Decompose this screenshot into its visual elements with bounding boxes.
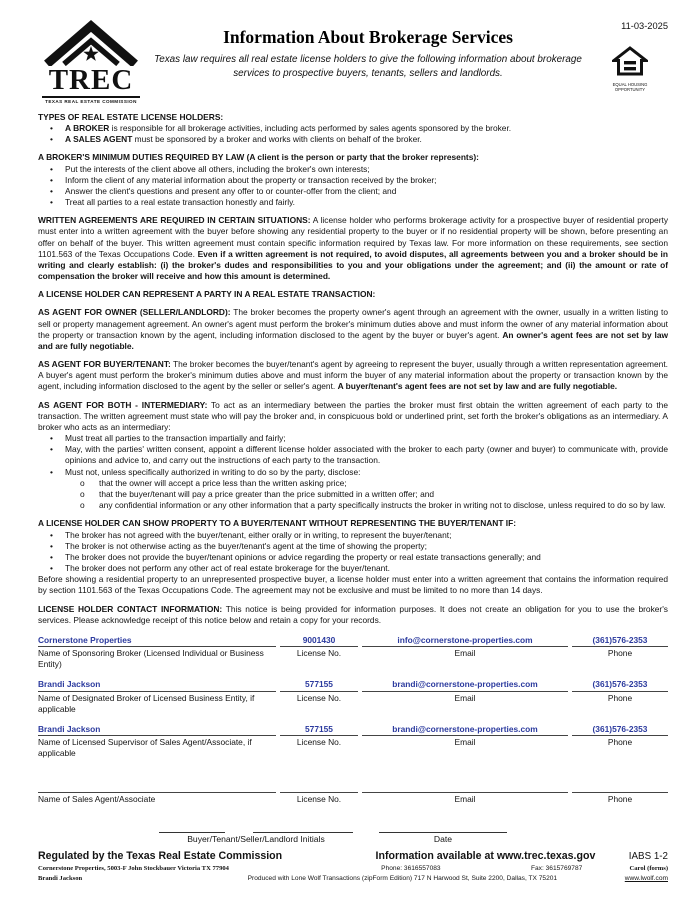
bullet-icon: • [50, 444, 53, 455]
list-item [38, 444, 668, 466]
section-contact-info [38, 604, 668, 806]
intermediary-sub-bullet: any confidential information or any other information that a party specifically instructs the broker in writing not to disclose, unless required to do so by law. [99, 500, 666, 511]
header-right [592, 20, 668, 94]
form-date: 11-03-2025 [621, 21, 668, 31]
sales-agent-name-value [38, 781, 276, 793]
bullet-icon: • [50, 123, 53, 133]
bullet-icon: • [50, 433, 53, 444]
page-title: Information About Brokerage Services [223, 27, 513, 47]
trec-roof-star-icon [41, 20, 141, 66]
sub-list-item [38, 500, 668, 511]
form-code: IABS 1-2 [628, 851, 668, 863]
bullet-icon: • [50, 551, 53, 562]
designated-license-value: 577155 [280, 679, 358, 691]
contact-heading: LICENSE HOLDER CONTACT INFORMATION: [38, 603, 223, 614]
sub-list-item [38, 489, 668, 500]
intermediary-text: To act as an intermediary between the parties the broker must first obtain the written agreement of each party to the transaction. The written agreement must state who will pay the broker and, in conspicuous bold or underlined print, set forth the broker's obligations as an intermediary. A broker who acts as an intermediary: [38, 399, 668, 432]
page-subtitle: Texas law requires all real estate license holders to give the following information about brokerage services to prospective buyers, tenants, sellers and landlords. [154, 54, 582, 80]
list-item [38, 467, 668, 478]
regulated-by-text: Regulated by the Texas Real Estate Commission [38, 850, 283, 863]
list-item [38, 134, 668, 145]
date-group [379, 822, 507, 845]
intermediary-heading: AS AGENT FOR BOTH - INTERMEDIARY: [38, 399, 208, 410]
section-agent-owner [38, 307, 668, 352]
sales-agent-name-label: Name of Sales Agent/Associate [38, 794, 156, 805]
contact-text: This notice is being provided for information purposes. It does not create an obligation for you to use the broker's services. Please acknowledge receipt of this notice below and retain a copy for your records. [38, 603, 668, 625]
contact-row-sales-agent [38, 781, 668, 805]
types-bullet-text: must be sponsored by a broker and works with clients on behalf of the broker. [132, 134, 422, 145]
email-label: Email [454, 692, 476, 703]
duties-bullet: Inform the client of any material information about the property or transaction received by the broker; [65, 174, 437, 185]
designated-name-value: Brandi Jackson [38, 679, 276, 691]
section-agent-buyer [38, 359, 668, 393]
bullet-icon: • [50, 174, 53, 185]
email-label: Email [454, 648, 476, 659]
email-label: Email [454, 794, 476, 805]
initials-line-1 [159, 822, 225, 833]
broker-name-value: Cornerstone Properties [38, 635, 276, 647]
bullet-icon: • [50, 540, 53, 551]
sub-bullet-icon: o [80, 488, 85, 499]
types-bullet-bold: A SALES AGENT [65, 134, 133, 145]
designated-phone-value: (361)576-2353 [572, 679, 668, 691]
owner-paragraph [38, 307, 668, 352]
section-intermediary [38, 400, 668, 512]
email-label: Email [454, 737, 476, 748]
show-bullet: The broker is not otherwise acting as the buyer/tenant's agent at the time of showing the property; [65, 540, 427, 551]
bullet-icon: • [50, 185, 53, 196]
intermediary-sub-bullet: that the buyer/tenant will pay a price greater than the price submitted in a written offer; and [99, 488, 435, 499]
license-label: License No. [296, 794, 342, 805]
supervisor-name-value: Brandi Jackson [38, 724, 276, 736]
broker-license-value: 9001430 [280, 635, 358, 647]
designated-name-label: Name of Designated Broker of Licensed Business Entity, if applicable [38, 692, 255, 714]
show-after-text: Before showing a residential property to an unrepresented prospective buyer, a license holder must enter into a written agreement that contains the information required by section 1101.563 of the Texas Occupations Code. The agreement may not be exclusive and must be limited to no more than 14 days. [38, 574, 668, 596]
broker-phone-value: (361)576-2353 [572, 635, 668, 647]
phone-label: Phone [607, 648, 633, 659]
sub-bullet-icon: o [80, 500, 85, 511]
duties-bullet: Answer the client's questions and present any offer to or counter-offer from the client; and [65, 185, 397, 196]
office-address: Cornerstone Properties, 5003-F John Stockbauer Victoria TX 77904 [38, 865, 229, 873]
sub-list-item [38, 478, 668, 489]
info-available-text: Information available at www.trec.texas.gov [375, 850, 596, 863]
date-label: Date [433, 833, 453, 844]
show-bullet: The broker does not provide the buyer/tenant opinions or advice regarding the property or real estate transactions generally; and [65, 551, 541, 562]
intermediary-bullet: Must not, unless specifically authorized in writing to do so by the party, disclose: [65, 466, 361, 477]
broker-email-value: info@cornerstone-properties.com [362, 635, 568, 647]
supervisor-email-value: brandi@cornerstone-properties.com [362, 724, 568, 736]
footer-row-1 [38, 849, 668, 863]
contact-paragraph [38, 604, 668, 626]
office-phone: Phone: 3616557083 [381, 865, 441, 873]
list-item [38, 530, 668, 541]
contact-row-supervisor [38, 724, 668, 760]
header [38, 20, 668, 105]
buyer-text: The broker becomes the buyer/tenant's agent by agreeing to represent the buyer, usually through a written representation agreement. A buyer's agent must perform the broker's minimum duties above and must inform the buyer of any material information about the property or transaction known by the agent, including information disclosed to the agent by the seller or seller's agent. [38, 359, 668, 392]
show-heading: A LICENSE HOLDER CAN SHOW PROPERTY TO A BUYER/TENANT WITHOUT REPRESENTING THE BUYER/TENANT IF: [38, 518, 517, 529]
supervisor-license-value: 577155 [280, 724, 358, 736]
owner-bold-text: An owner's agent fees are not set by law and are fully negotiable. [38, 329, 668, 351]
owner-heading: AS AGENT FOR OWNER (SELLER/LANDLORD): [38, 307, 231, 318]
buyer-bold-text: A buyer/tenant's agent fees are not set by law and are fully negotiable. [337, 381, 618, 392]
supervisor-name-label: Name of Licensed Supervisor of Sales Agent/Associate, if applicable [38, 737, 252, 759]
office-fax: Fax: 3615769787 [530, 865, 583, 873]
list-item [38, 123, 668, 134]
phone-label: Phone [607, 737, 633, 748]
supervisor-phone-value: (361)576-2353 [572, 724, 668, 736]
footer-row-3 [38, 875, 668, 884]
equal-housing-house-icon [612, 46, 648, 78]
designated-email-value: brandi@cornerstone-properties.com [362, 679, 568, 691]
list-item [38, 197, 668, 208]
equal-housing-caption-2: OPPORTUNITY [614, 86, 646, 92]
written-bold-text: Even if a written agreement is not required, to avoid disputes, all agreements between you and a broker should be in writing and clearly establish: (i) the broker's dudes and responsibilities to you and your obligations under the agreement; and (ii) the amount or rate of compensation the broker will receive and how this amount is determined. [38, 248, 668, 282]
bullet-icon: • [50, 134, 53, 145]
trec-rule [42, 96, 140, 98]
equal-housing-caption-1: EQUAL HOUSING [612, 81, 648, 87]
bullet-icon: • [50, 563, 53, 574]
prepared-by: Carol (forms) [629, 865, 669, 873]
bullet-icon: • [50, 466, 53, 477]
intermediary-bullet: Must treat all parties to the transaction impartially and fairly; [65, 433, 286, 444]
duties-bullet: Treat all parties to a real estate transaction honestly and fairly. [65, 197, 295, 208]
intermediary-bullet: May, with the parties' written consent, appoint a different license holder associated with the broker to each party (owner and buyer) to communicate with, provide opinions and advice to, and carry out the instructions of each party to the transaction. [65, 444, 668, 466]
types-heading: TYPES OF REAL ESTATE LICENSE HOLDERS: [38, 111, 224, 122]
signature-area [0, 822, 668, 845]
buyer-heading: AS AGENT FOR BUYER/TENANT: [38, 359, 171, 370]
trec-caption: TEXAS REAL ESTATE COMMISSION [45, 98, 137, 104]
contact-row-sponsoring-broker [38, 635, 668, 671]
intermediary-sub-bullet: that the owner will accept a price less than the written asking price; [99, 477, 347, 488]
initials-line-2 [253, 822, 353, 833]
list-item [38, 175, 668, 186]
date-line [379, 822, 507, 833]
bullet-icon: • [50, 529, 53, 540]
bullet-icon: • [50, 197, 53, 208]
initials-group [159, 822, 353, 845]
section-duties [38, 152, 668, 208]
show-bullet: The broker has not agreed with the buyer/tenant, either orally or in writing, to represent the buyer/tenant; [65, 529, 452, 540]
equal-housing-logo [612, 46, 648, 92]
sales-agent-license-value [280, 781, 358, 793]
footer-row-2 [38, 865, 668, 874]
phone-label: Phone [607, 794, 633, 805]
section-written-agreements [38, 215, 668, 282]
represent-heading: A LICENSE HOLDER CAN REPRESENT A PARTY IN A REAL ESTATE TRANSACTION: [38, 289, 376, 300]
list-item [38, 563, 668, 574]
types-bullet-text: is responsible for all brokerage activities, including acts performed by sales agents sponsored by the broker. [109, 123, 512, 133]
produced-with-text: Produced with Lone Wolf Transactions (zipForm Edition) 717 N Harwood St, Suite 2200, Dallas, TX 75201 [247, 874, 558, 882]
sales-agent-email-value [362, 781, 568, 793]
section-types [38, 112, 668, 146]
list-item [38, 541, 668, 552]
trec-logo [38, 20, 144, 105]
license-label: License No. [296, 737, 342, 748]
phone-label: Phone [607, 692, 633, 703]
license-label: License No. [296, 692, 342, 703]
list-item [38, 186, 668, 197]
bullet-icon: • [50, 163, 53, 174]
broker-name-label: Name of Sponsoring Broker (Licensed Individual or Business Entity) [38, 648, 264, 670]
written-text: A license holder who performs brokerage activity for a prospective buyer of residential property must enter into a written agreement with the buyer before showing any residential property to the buyer or if no residential property will be shown, before presenting an offer on behalf of the buyer. This written agreement must contain specific information required by Texas law. For more information on these requirements, see section 1101.563 of the Texas Occupations Code. [38, 215, 669, 259]
trec-wordmark: TREC [48, 64, 134, 97]
list-item [38, 552, 668, 563]
list-item [38, 164, 668, 175]
contact-row-designated-broker [38, 679, 668, 715]
written-heading: WRITTEN AGREEMENTS ARE REQUIRED IN CERTAIN SITUATIONS: [38, 215, 311, 226]
buyer-paragraph [38, 359, 668, 393]
show-bullet: The broker does not perform any other act of real estate brokerage for the buyer/tenant. [65, 563, 390, 574]
sub-bullet-icon: o [80, 477, 85, 488]
section-represent [38, 289, 668, 300]
duties-bullet: Put the interests of the client above all others, including the broker's own interests; [65, 163, 370, 174]
sales-agent-phone-value [572, 781, 668, 793]
section-show-property [38, 518, 668, 596]
initials-label: Buyer/Tenant/Seller/Landlord Initials [187, 833, 325, 844]
license-label: License No. [296, 648, 342, 659]
list-item [38, 433, 668, 444]
lwolf-link: www.lwolf.com [624, 874, 668, 882]
title-block [144, 20, 592, 81]
owner-text: The broker becomes the property owner's agent through an agreement with the owner, usually in a written listing to sell or property management agreement. An owner's agent must perform the broker's minimum duties above and must inform the owner of any material information about the property or transaction known by the agent, including information disclosed to the agent by the buyer or buyer's agent. [38, 307, 668, 340]
intermediary-paragraph [38, 400, 668, 434]
written-paragraph [38, 215, 668, 282]
types-bullet-bold: A BROKER [65, 123, 110, 133]
duties-heading: A BROKER'S MINIMUM DUTIES REQUIRED BY LAW (A client is the person or party that the broker represents): [38, 152, 479, 163]
agent-name: Brandi Jackson [38, 874, 83, 882]
